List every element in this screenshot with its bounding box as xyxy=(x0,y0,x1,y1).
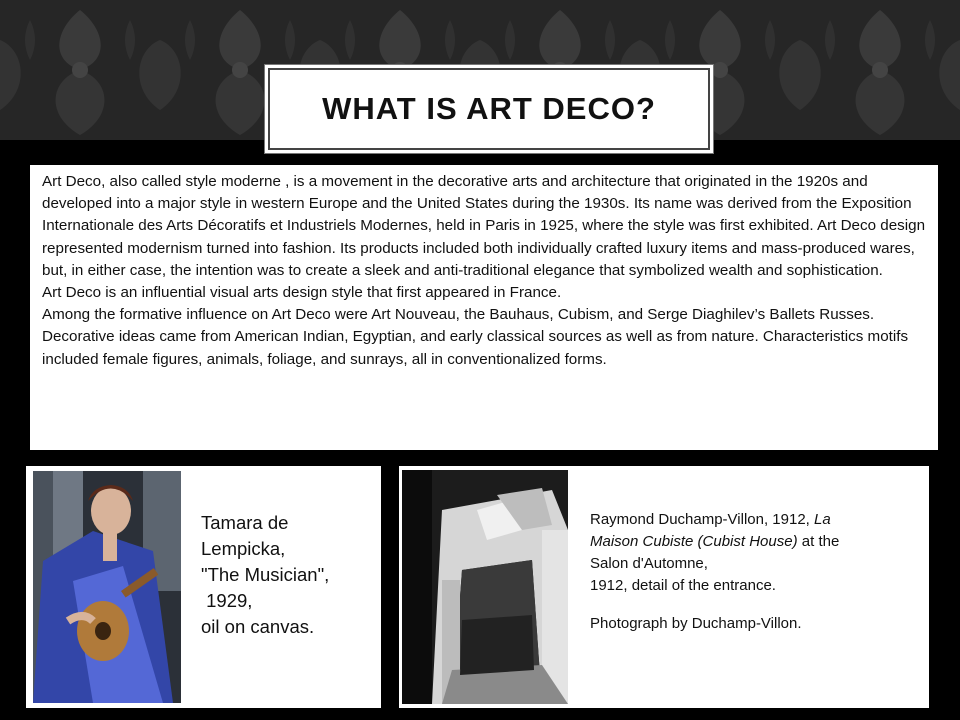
main-text-box xyxy=(30,165,938,450)
cubist-house-photo xyxy=(402,470,568,704)
cubist-house-panel xyxy=(399,466,929,708)
musician-caption xyxy=(201,510,376,640)
caption-salon: Salon d'Automne, xyxy=(590,555,708,572)
caption-artist-last: Lempicka, xyxy=(201,538,286,559)
caption-line-2: Maison Cubiste (Cubist House) at the xyxy=(590,533,840,550)
paragraph-origin: Art Deco is an influential visual arts design style that first appeared in France. xyxy=(42,284,562,302)
caption-artist-first: Tamara de xyxy=(201,512,289,533)
cubist-house-caption xyxy=(590,509,920,635)
musician-painting-image xyxy=(33,471,181,703)
slide-title: WHAT IS ART DECO? xyxy=(322,91,656,126)
caption-year: 1929, xyxy=(201,590,253,611)
caption-medium: oil on canvas. xyxy=(201,616,315,637)
paragraph-influences: Among the formative influence on Art Deco were Art Nouveau, the Bauhaus, Cubism, and Serge Diaghilev’s Ballets Russes. Decorative ideas came from American Indian, Egyptian, and early classical sources as well as from nature. Characteristics motifs included female figures, animals, foliage, and sunrays, all in conventionalized forms. xyxy=(42,306,909,368)
caption-line-1: Raymond Duchamp-Villon, 1912, La xyxy=(590,511,831,528)
paragraph-definition: Art Deco, also called style moderne , is a movement in the decorative arts and architecture that originated in the 1920s and developed into a major style in western Europe and the United States during the 1930s. Its name was derived from the Exposition Internationale des Arts Décoratifs et Industriels Modernes, held in Paris in 1925, where the style was first exhibited. Art Deco design represented modernism turned into fashion. Its products included both individually crafted luxury items and mass-produced wares, but, in either case, the intention was to create a sleek and anti-traditional elegance that symbolized wealth and sophistication. xyxy=(42,173,926,279)
title-box xyxy=(268,68,710,150)
caption-detail: 1912, detail of the entrance. xyxy=(590,577,776,594)
caption-work-title: "The Musician", xyxy=(201,564,330,585)
musician-panel xyxy=(26,466,381,708)
caption-spacer xyxy=(590,597,920,613)
caption-photo-credit: Photograph by Duchamp-Villon. xyxy=(590,615,802,632)
